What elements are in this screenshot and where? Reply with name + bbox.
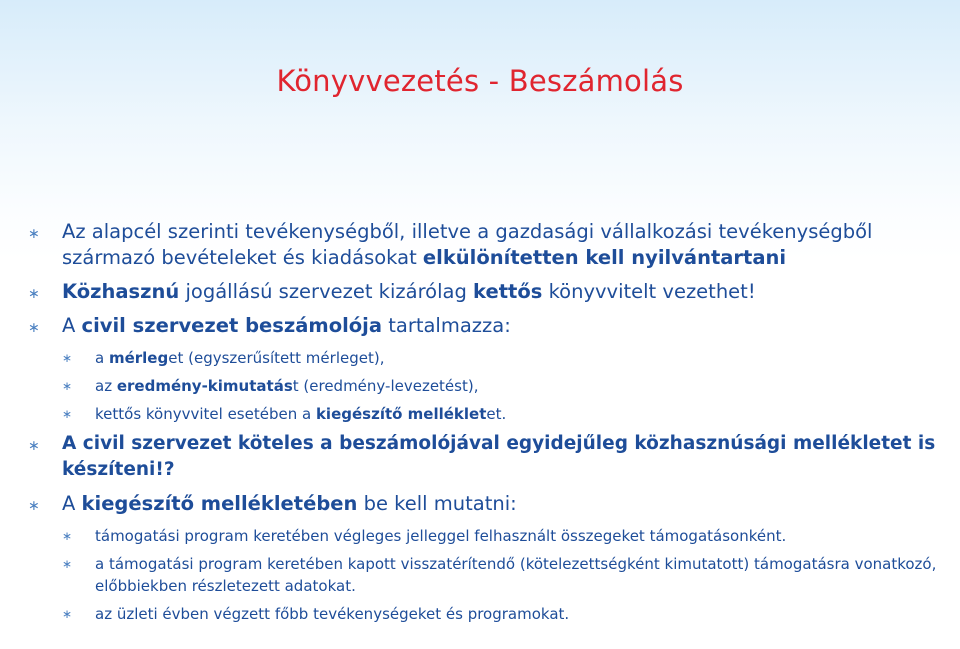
bullet-annex-must-show [28, 491, 948, 517]
bullet-icon: ∗ [62, 407, 73, 421]
bullet-icon: ∗ [62, 379, 73, 393]
bullet-text-bold: A civil szervezet köteles a beszámolójával egyidejűleg közhasznúsági mellékletet is készíteni!? [62, 433, 936, 480]
bullet-icon: ∗ [28, 226, 40, 242]
bullet-text-bold: elkülönítetten kell nyilvántartani [422, 246, 787, 269]
bullet-text-bold: mérleg [108, 349, 169, 367]
bullet-text: az [95, 377, 117, 395]
bullet-text: A [62, 492, 82, 515]
bullet-text: kettős könyvvitel esetében a [95, 405, 316, 423]
sub-bullet-balance-sheet [28, 347, 948, 369]
sub-bullet-final-grants [28, 525, 948, 547]
bullet-text: a támogatási program keretében kapott visszatérítendő (kötelezettségként kimutatott) támogatásra vonatkozó, előbbiekben részletezett adatokat. [95, 555, 937, 595]
bullet-report-contents [28, 313, 948, 339]
bullet-text: et. [486, 405, 507, 423]
bullet-public-benefit [28, 279, 948, 305]
bullet-text: Az alapcél szerinti tevékenységből, illetve a gazdasági vállalkozási tevékenységből származó bevételeket és kiadásokat [62, 220, 873, 269]
bullet-text: be kell mutatni: [357, 492, 517, 515]
bullet-text-bold: kettős [473, 280, 543, 303]
bullet-text: könyvvitelt vezethet! [542, 280, 756, 303]
bullet-separate-records [28, 219, 948, 271]
bullet-list [28, 219, 948, 631]
bullet-public-benefit-annex [28, 431, 948, 483]
sub-bullet-main-activities [28, 603, 948, 625]
bullet-text-bold: Közhasznú [62, 280, 180, 303]
bullet-text: et (egyszerűsített mérleget), [168, 349, 385, 367]
bullet-text: az üzleti évben végzett főbb tevékenységeket és programokat. [95, 605, 570, 623]
sub-bullet-repayable-grants [28, 553, 948, 597]
bullet-icon: ∗ [28, 286, 40, 302]
bullet-icon: ∗ [28, 320, 40, 336]
bullet-text-bold: kiegészítő mellékletében [81, 492, 358, 515]
bullet-icon: ∗ [62, 351, 73, 365]
slide-title: Könyvvezetés - Beszámolás [276, 64, 684, 98]
bullet-text: jogállású szervezet kizárólag [179, 280, 474, 303]
bullet-icon: ∗ [62, 529, 73, 543]
bullet-text: t (eredmény-levezetést), [292, 377, 479, 395]
bullet-text: tartalmazza: [382, 314, 511, 337]
sub-bullet-supplementary-annex [28, 403, 948, 425]
bullet-icon: ∗ [28, 438, 40, 454]
bullet-icon: ∗ [62, 557, 73, 571]
bullet-text-bold: civil szervezet beszámolója [81, 314, 383, 337]
bullet-text-bold: kiegészítő melléklet [315, 405, 487, 423]
bullet-text: A [62, 314, 82, 337]
bullet-text: a [95, 349, 109, 367]
bullet-icon: ∗ [28, 498, 40, 514]
bullet-icon: ∗ [62, 607, 73, 621]
bullet-text: támogatási program keretében végleges jelleggel felhasznált összegeket támogatásonként. [95, 527, 787, 545]
sub-bullet-income-statement [28, 375, 948, 397]
bullet-text-bold: eredmény-kimutatás [116, 377, 293, 395]
